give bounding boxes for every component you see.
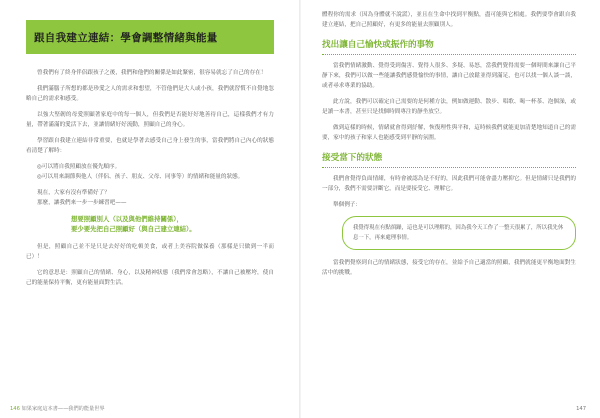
body-paragraph: 學習跟自我建立連結非常重要，也就是學著去感受自己身上發生的事，當我們將自己內心的狀態看清楚了解時： bbox=[26, 138, 274, 154]
page-number: 147 bbox=[576, 406, 586, 412]
example-label: 舉個例子： bbox=[333, 202, 361, 208]
body-paragraph: 它的意思是：照顧自己的情緒、身心，以及精神狀態（我們常會忽略），不讓自己被壓垮，使自己的能量保持平衡，更有能量面對生活。 bbox=[26, 270, 274, 286]
chapter-title: 跟自我建立連結：學會調整情緒與能量 bbox=[34, 31, 218, 44]
section-title: 找出讓自己愉快或振作的事物 bbox=[322, 38, 576, 55]
footer-right bbox=[576, 406, 586, 412]
body-paragraph: 我們會覺得負面情緒，有時會被認為是不好的，因此我們可能會盡力壓抑它。但是情緒只是我們的一部分，我們不需要評斷它，而是要接受它、理解它。 bbox=[322, 176, 576, 192]
body-paragraph: 我們滿腦子所想的都是珍愛之人的需求和想望，不管他們是大人或小孩，我們就習慣不自覺地忽略自己的需求和感受。 bbox=[26, 86, 274, 102]
body-paragraph: 當我們情緒激動、覺得受到傷害、覺得人很多、多疑、易怒，當我們覺得需要一個時間來讓自己平靜下來，我們可以做一些能讓我們感覺愉快的事情，讓自己放鬆並得到滿足，也可以找一個人談一談，或者尋求專業的協助。 bbox=[322, 63, 576, 89]
body-paragraph: 以強大堅韌的母愛照顧著家庭中的每一個人，但我們是否能好好地善待自己，這樣我們才有力量，帶著滿滿的愛活下去，並讓情緒好好流動，照顧自己的身心。 bbox=[26, 112, 274, 128]
chapter-title-box bbox=[26, 20, 274, 54]
section-title: 接受當下的狀態 bbox=[322, 151, 576, 168]
speech-bubble bbox=[342, 216, 576, 250]
highlight-line: 要少要先把自己照顧好（與自己建立連結）。 bbox=[71, 225, 196, 233]
page-number: 146 bbox=[10, 406, 20, 412]
body-paragraph: 曾我們有了終身伴侶跟孩子之後，我們和他們的關係是如此緊密，很容易就忘了自己的存在！ bbox=[37, 70, 267, 76]
body-paragraph: 此方說，我們可以確定自己需要的是何種方法，例如做運動、散步、唱歌、喝一杯茶、泡個澡，或是讀一本書，甚至只是找個時間專注的靜坐放空。 bbox=[322, 99, 576, 115]
speech-text: 我覺得現在有點煩躁，這也是可以理解的，因為我今天工作了一整天很累了，所以我先休息一下，再來處理事情。 bbox=[353, 225, 564, 241]
body-paragraph: 做到這樣的時候，情緒就會得到紓解，恢復理性與平和，這時候我們就能更加清楚地知道自己的需要，家中的孩子和家人也能感受到平靜的氛圍。 bbox=[322, 125, 576, 141]
list-item: ◎可以用來調節與他人（伴侶、孩子、朋友、父母、同事等）的情緒和能量的狀態。 bbox=[37, 174, 244, 180]
list-item: ◎可以將自我照顧放在優先順序。 bbox=[37, 164, 121, 170]
highlight-line: 想要照顧別人（以及與他們維持關係）， bbox=[71, 215, 183, 223]
body-paragraph: 體程你的需求（因為身體就不說謊），並且在生命中找到平衡點，盡可能與它相處。我們要學會跟自我建立連結，把自己照顧好，有更多的能量去照顧別人。 bbox=[322, 12, 576, 28]
benefit-list bbox=[26, 162, 274, 182]
highlight-quote bbox=[26, 214, 274, 234]
footer-left bbox=[10, 405, 105, 412]
body-paragraph: 當我們覺察到自己的情緒狀態，接受它的存在，並給予自己適當的照顧，我們就能更平衡地面對生活中的挑戰。 bbox=[322, 260, 576, 276]
right-page bbox=[300, 0, 600, 418]
dialogue-line: 現在，大家有沒有準備好了？ bbox=[37, 190, 110, 196]
running-title: 如果家庭這本書——我們的能量世界 bbox=[21, 406, 105, 412]
body-paragraph: 但是，照顧自己並不是只是去好好的吃頓美食，或者上美容院做保養（那樣是只做到一半而已）！ bbox=[26, 244, 274, 260]
dialogue-line: 那麼，讓我們來一步一步練習吧—— bbox=[37, 200, 127, 206]
